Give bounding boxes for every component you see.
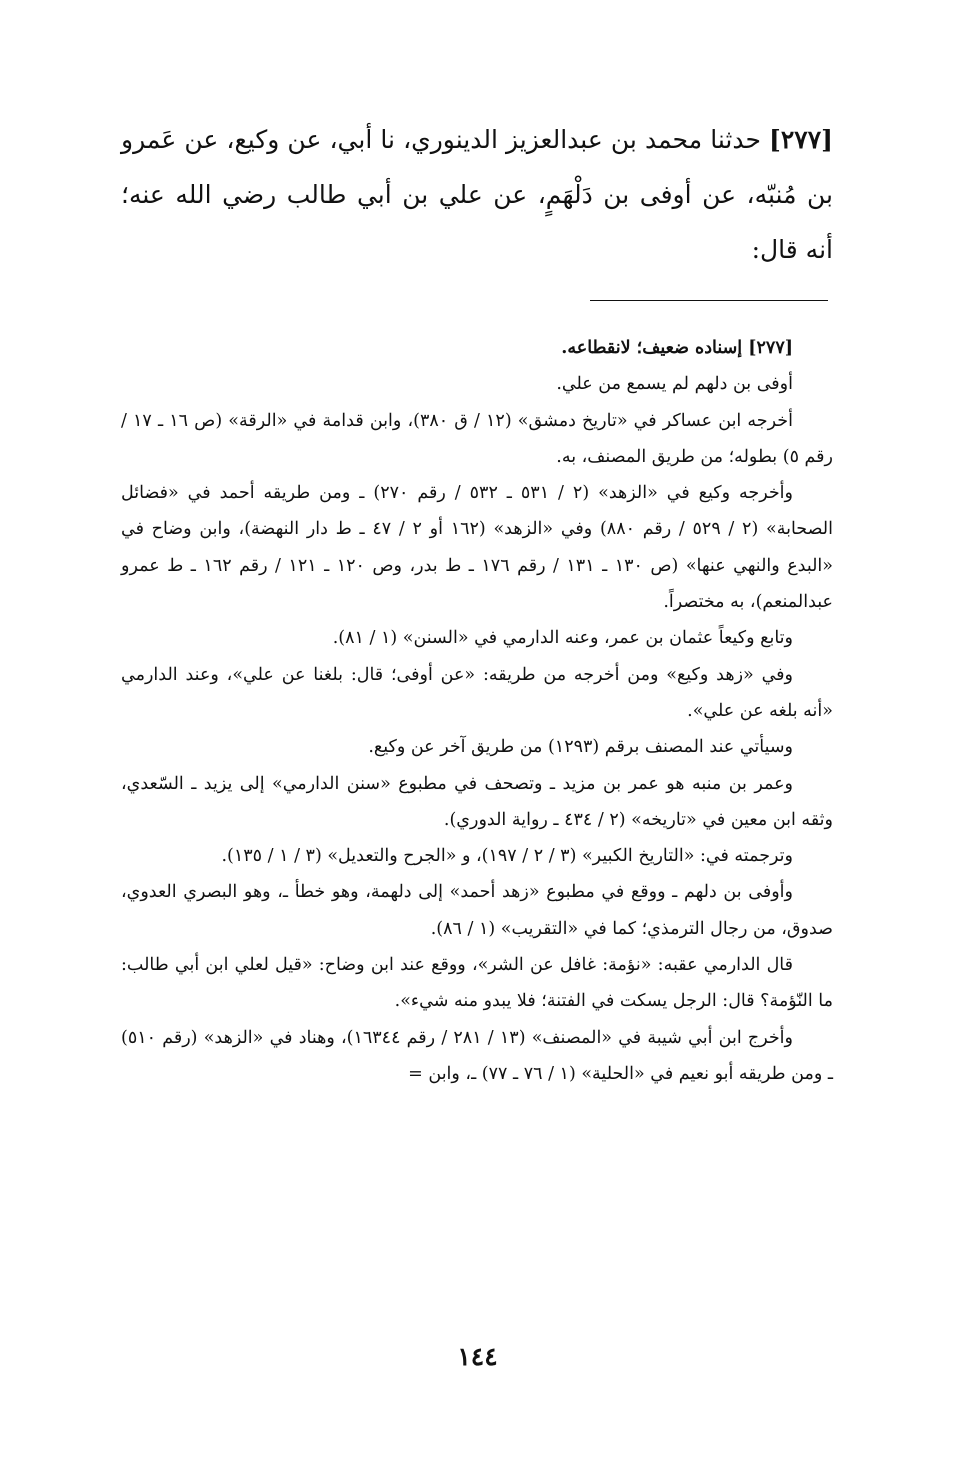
footnote-paragraph: وترجمته في: «التاريخ الكبير» (٣ / ٢ / ١٩٧)، و «الجرح والتعديل» (٣ / ١ / ١٣٥). [221,846,793,867]
footnote-paragraph: أخرجه ابن عساكر في «تاريخ دمشق» (١٢ / ق ٣٨٠)، وابن قدامة في «الرقة» (ص ١٦ ـ ١٧ / رقم ٥) بطوله؛ من طريق المصنف، به. [121,410,833,467]
footnote-separator [590,300,828,301]
footnote-paragraph: وأخرجه وكيع في «الزهد» (٢ / ٥٣١ ـ ٥٣٢ / رقم ٢٧٠) ـ ومن طريقه أحمد في «فضائل الصحابة» (٢ / ٥٢٩ / رقم ٨٨٠) وفي «الزهد» (١٦٢ أو ٢ / ٤٧ ـ ط دار النهضة)، وابن وضاح في «البدع والنهي عنها» (ص ١٣٠ ـ ١٣١ / رقم ١٧٦ ـ ط بدر، وص ١٢٠ ـ ١٢١ / رقم ١٦٢ ـ ط عمرو عبدالمنعم)، به مختصراً. [121,483,833,613]
footnote-heading: [٢٧٧] إسناده ضعيف؛ لانقطاعه. [561,338,793,358]
footnotes [121,330,833,1092]
hadith-text [121,112,833,277]
hadith-body: حدثنا محمد بن عبدالعزيز الدينوري، نا أبي، عن وكيع، عن عَمرو بن مُنبّه، عن أوفى بن دَلْهَمٍ، عن علي بن أبي طالب رضي الله عنه؛ أنه قال: [121,125,833,264]
footnote-paragraph: وأخرج ابن أبي شيبة في «المصنف» (١٣ / ٢٨١ / رقم ١٦٣٤٤)، وهناد في «الزهد» (رقم ٥١٠) ـ ومن طريقه أبو نعيم في «الحلية» (١ / ٧٦ ـ ٧٧) ـ، وابن = [121,1027,833,1084]
hadith-number: [٢٧٧] [769,125,833,154]
footnote-paragraph: أوفى بن دلهم لم يسمع من علي. [556,374,793,395]
page-number: ١٤٤ [457,1342,498,1371]
footnote-paragraph: وعمر بن منبه هو عمر بن مزيد ـ وتصحف في مطبوع «سنن الدارمي» إلى يزيد ـ السّعدي، وثقه ابن معين في «تاريخه» (٢ / ٤٣٤ ـ رواية الدوري). [121,773,833,830]
footnote-paragraph: وتابع وكيعاً عثمان بن عمر، وعنه الدارمي في «السنن» (١ / ٨١). [332,628,793,649]
footnote-paragraph: وأوفى بن دلهم ـ ووقع في مطبوع «زهد أحمد» إلى دلهمة، وهو خطأ ـ، وهو البصري العدوي، صدوق، من رجال الترمذي؛ كما في «التقريب» (١ / ٨٦). [121,882,833,939]
footnote-paragraph: وسيأتي عند المصنف برقم (١٢٩٣) من طريق آخر عن وكيع. [368,737,793,758]
footnote-paragraph: قال الدارمي عقبه: «نؤمة: غافل عن الشر»، ووقع عند ابن وضاح: «قيل لعلي ابن أبي طالب: ما النّؤمة؟ قال: الرجل يسكت في الفتنة؛ فلا يبدو منه شيء». [121,955,833,1012]
footnote-paragraph: وفي «زهد وكيع» ومن أخرجه من طريقه: «عن أوفى؛ قال: بلغنا عن علي»، وعند الدارمي «أنه بلغه عن علي». [121,664,833,721]
